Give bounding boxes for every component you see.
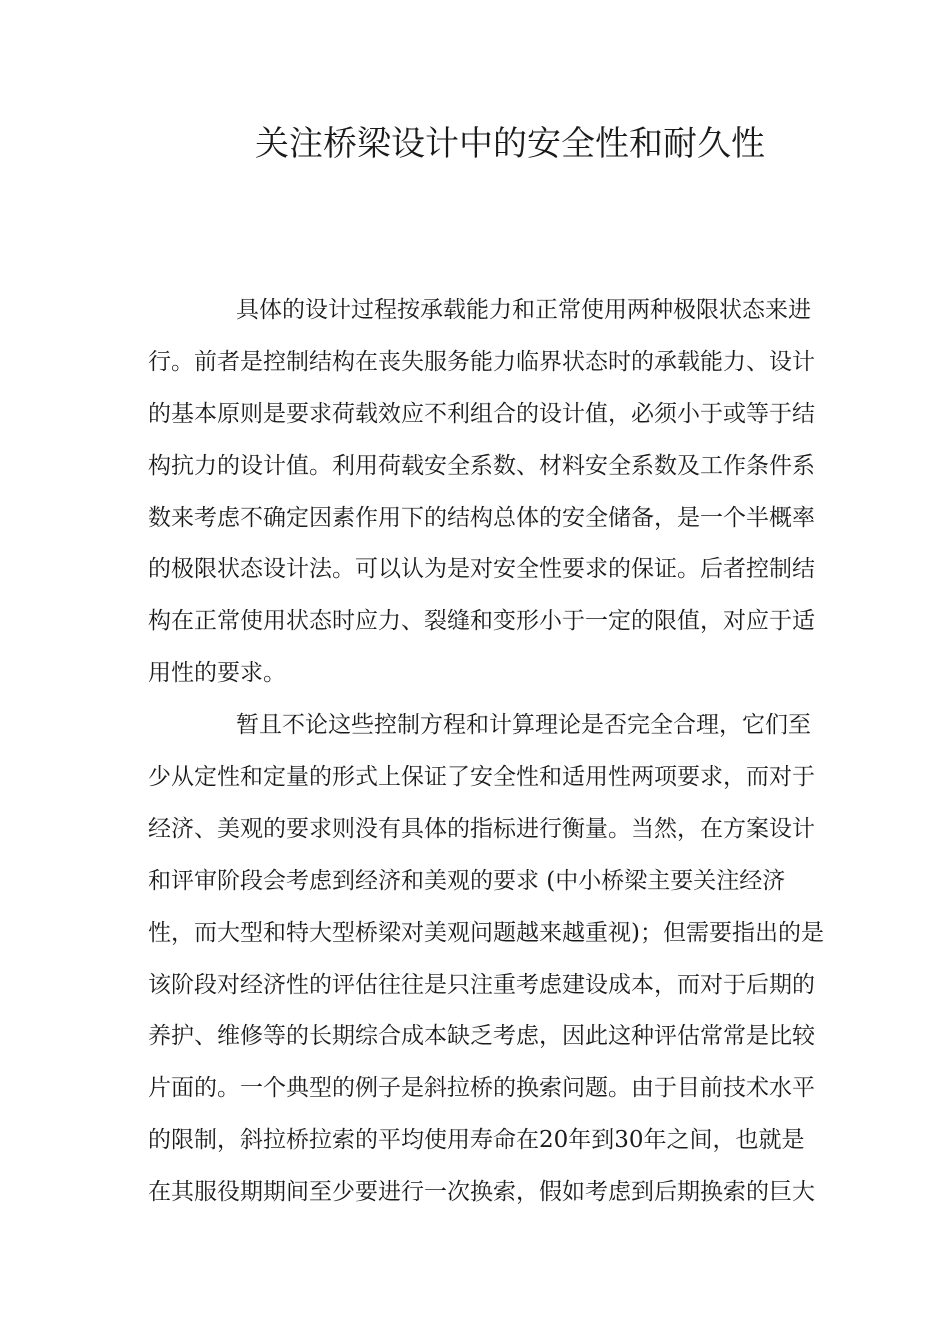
paragraph-2-line-5: 性，而大型和特大型桥梁对美观问题越来越重视)；但需要指出的是 <box>148 919 824 946</box>
paragraph-1-line-5: 数来考虑不确定因素作用下的结构总体的安全储备，是一个半概率 <box>148 504 815 531</box>
paragraph-1-line-1: 具体的设计过程按承载能力和正常使用两种极限状态来进 <box>236 297 811 323</box>
paragraph-1-line-7: 构在正常使用状态时应力、裂缝和变形小于一定的限值，对应于适 <box>148 608 815 635</box>
paragraph-2-line-9: 的限制，斜拉桥拉索的平均使用寿命在20年到30年之间，也就是 <box>148 1127 805 1154</box>
paragraph-1-line-2: 行。前者是控制结构在丧失服务能力临界状态时的承载能力、设计 <box>148 348 815 375</box>
document-body <box>148 285 824 1219</box>
paragraph-1-line-8: 用性的要求。 <box>148 660 286 687</box>
paragraph-2-line-2: 少从定性和定量的形式上保证了安全性和适用性两项要求，而对于 <box>148 764 815 791</box>
paragraph-2-line-6: 该阶段对经济性的评估往往是只注重考虑建设成本，而对于后期的 <box>148 971 815 998</box>
paragraph-1-line-3: 的基本原则是要求荷载效应不利组合的设计值，必须小于或等于结 <box>148 400 815 427</box>
paragraph-2-line-1: 暂且不论这些控制方程和计算理论是否完全合理，它们至 <box>236 712 811 739</box>
paragraph-1-line-4: 构抗力的设计值。利用荷载安全系数、材料安全系数及工作条件系 <box>148 452 815 479</box>
paragraph-2-line-7: 养护、维修等的长期综合成本缺乏考虑，因此这种评估常常是比较 <box>148 1023 815 1050</box>
paragraph-2-line-3: 经济、美观的要求则没有具体的指标进行衡量。当然，在方案设计 <box>148 815 815 842</box>
paragraph-1-line-6: 的极限状态设计法。可以认为是对安全性要求的保证。后者控制结 <box>148 556 815 583</box>
document-title: 关注桥梁设计中的安全性和耐久性 <box>255 124 765 164</box>
paragraph-2-line-4: 和评审阶段会考虑到经济和美观的要求 (中小桥梁主要关注经济 <box>148 867 786 894</box>
paragraph-2-line-10: 在其服役期期间至少要进行一次换索，假如考虑到后期换索的巨大 <box>148 1179 815 1206</box>
paragraph-2-line-8: 片面的。一个典型的例子是斜拉桥的换索问题。由于目前技术水平 <box>148 1075 815 1102</box>
